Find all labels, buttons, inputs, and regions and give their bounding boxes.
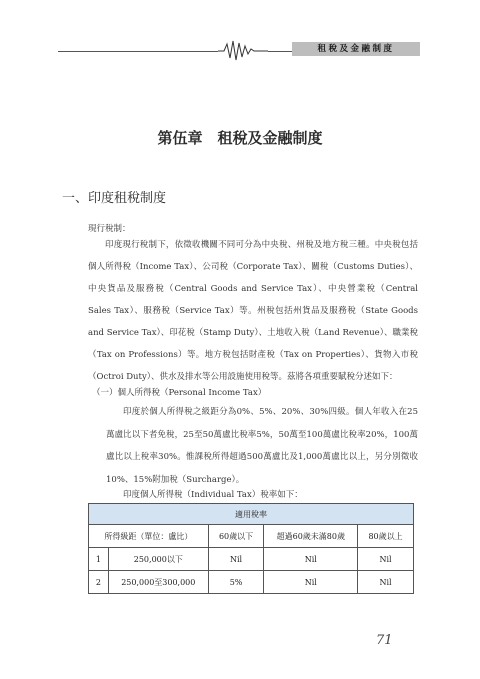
- section-title: 一、印度租稅制度: [62, 191, 167, 206]
- row-number: 1: [89, 548, 109, 571]
- rate-cell: Nil: [358, 571, 414, 594]
- subsection-paragraph: 印度於個人所得稅之級距分為0%、5%、20%、30%四級。個人年收入在25萬盧比以下者免稅，25至50萬盧比稅率5%，50萬至100萬盧比稅率20%，100萬盧比以上稅率30%。惟課稅所得超過500萬盧比及1,000萬盧比以上，另分別徵收10%、15%附加稅（Surcharge）。: [106, 407, 418, 485]
- rate-cell: Nil: [358, 548, 414, 571]
- subsection-title: （一）個人所得稅（Personal Income Tax）: [92, 388, 267, 398]
- column-header-bracket: 所得級距（單位：盧比）: [89, 525, 209, 548]
- tax-rate-table: [88, 503, 414, 594]
- column-header-60-to-80: 超過60歲未滿80歲: [264, 525, 358, 548]
- intro-heading: 現行稅制：: [88, 224, 131, 234]
- table-row: [89, 571, 414, 594]
- bracket-cell: 250,000至300,000: [108, 571, 208, 594]
- rate-cell: 5%: [208, 571, 264, 594]
- heartbeat-wave-icon: [218, 38, 268, 62]
- running-header-tag: 租稅及金融制度: [292, 42, 420, 56]
- table-group-header: 適用稅率: [89, 504, 414, 525]
- column-header-under-60: 60歲以下: [208, 525, 264, 548]
- intro-paragraph: 印度現行稅制下，依徵收機關不同可分為中央稅、州稅及地方稅三種。中央稅包括個人所得稅（Income Tax）、公司稅（Corporate Tax）、關稅（Customs Duties）、中央貨品及服務稅（Central Goods and Service Tax）、中央營業稅（Central Sales Tax）、服務稅（Service Tax）等。州稅包括州貨品及服務稅（State Goods and Service Tax）、印花稅（Stamp Duty）、土地收入稅（Land Revenue）、職業稅（Tax on Professions）等。地方稅包括財產稅（Tax on Properties）、貨物入市稅（Octroi Duty）、供水及排水等公用設施使用稅等。茲將各項重要賦稅分述如下：: [88, 240, 418, 382]
- rate-cell: Nil: [264, 548, 358, 571]
- bracket-cell: 250,000以下: [108, 548, 208, 571]
- table-row: [89, 548, 414, 571]
- chapter-title: 第伍章 租稅及金融制度: [157, 129, 323, 147]
- page-number: 71: [376, 633, 393, 648]
- rate-cell: Nil: [208, 548, 264, 571]
- rate-cell: Nil: [264, 571, 358, 594]
- table-caption: 印度個人所得稅（Individual Tax）稅率如下：: [123, 490, 303, 500]
- row-number: 2: [89, 571, 109, 594]
- column-header-over-80: 80歲以上: [358, 525, 414, 548]
